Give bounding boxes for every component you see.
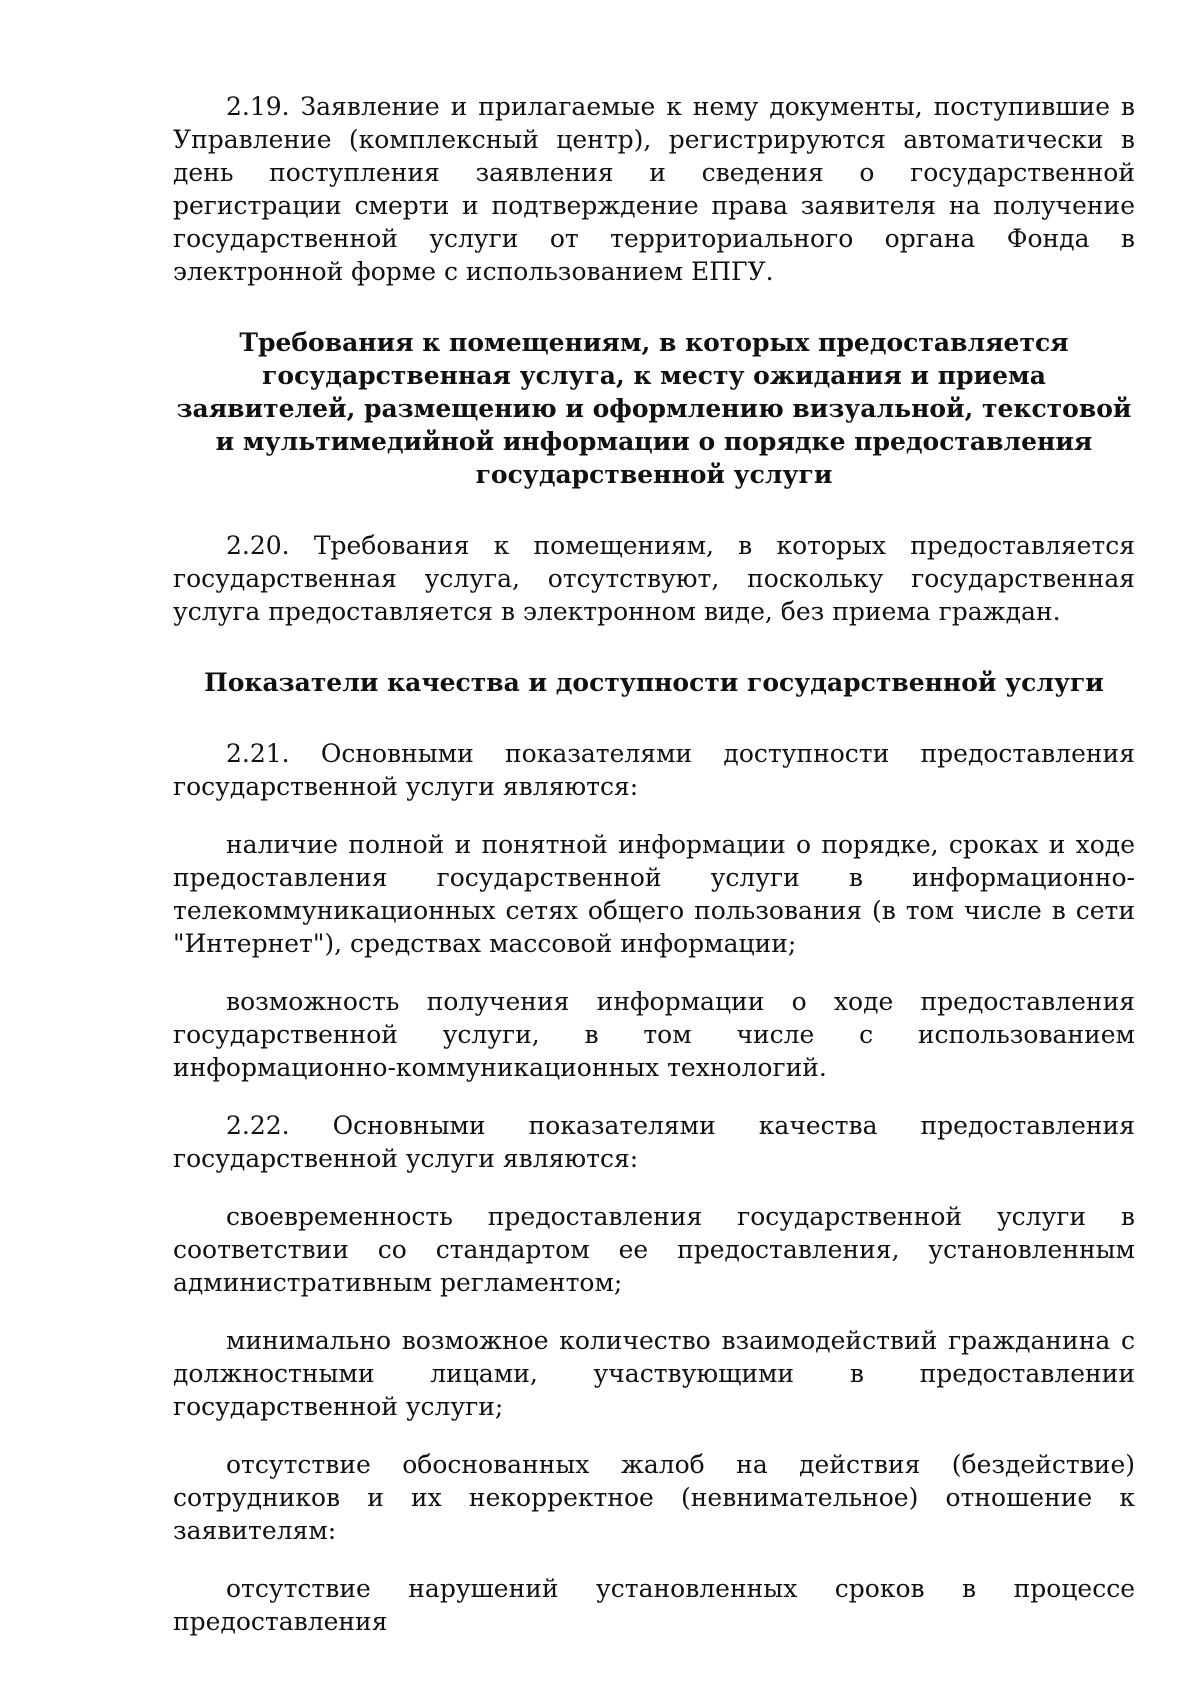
heading-line: государственной услуги: [475, 460, 833, 489]
list-item-availability-info: наличие полной и понятной информации о порядке, сроках и ходе предоставления государственной услуги в информационно-телекоммуникационных сетях общего пользования (в том числе в сети "Интернет"), средствах массовой информации;: [173, 830, 1135, 958]
list-item-no-complaints: отсутствие обоснованных жалоб на действия (бездействие) сотрудников и их некорректное (невнимательное) отношение к заявителям:: [173, 1450, 1135, 1545]
list-item-receive-info: возможность получения информации о ходе предоставления государственной услуги, в том числе с использованием информационно-коммуникационных технологий.: [173, 987, 1135, 1082]
paragraph-2-22: 2.22. Основными показателями качества предоставления государственной услуги являются:: [173, 1111, 1135, 1173]
list-item-min-interactions: минимально возможное количество взаимодействий гражданина с должностными лицами, участвующими в предоставлении государственной услуги;: [173, 1326, 1135, 1421]
paragraph-2-21: 2.21. Основными показателями доступности предоставления государственной услуги являются:: [173, 739, 1135, 801]
heading-line: государственная услуга, к месту ожидания и приема: [262, 361, 1046, 390]
list-item-timeliness: своевременность предоставления государственной услуги в соответствии со стандартом ее предоставления, установленным административным регламентом;: [173, 1202, 1135, 1297]
heading-line: Требования к помещениям, в которых предоставляется: [239, 328, 1069, 357]
list-item-no-violations: отсутствие нарушений установленных сроков в процессе предоставления: [173, 1574, 1135, 1636]
paragraph-2-19: 2.19. Заявление и прилагаемые к нему документы, поступившие в Управление (комплексный центр), регистрируются автоматически в день поступления заявления и сведения о государственной регистрации смерти и подтверждение права заявителя на получение государственной услуги от территориального органа Фонда в электронной форме с использованием ЕПГУ.: [173, 92, 1135, 286]
paragraph-2-20: 2.20. Требования к помещениям, в которых предоставляется государственная услуга, отсутствуют, поскольку государственная услуга предоставляется в электронном виде, без приема граждан.: [173, 531, 1135, 626]
heading-line: заявителей, размещению и оформлению визуальной, текстовой: [176, 394, 1132, 423]
heading-line: и мультимедийной информации о порядке предоставления: [215, 427, 1093, 456]
heading-quality-indicators: Показатели качества и доступности государственной услуги: [204, 668, 1104, 697]
document-page: [173, 90, 1135, 1638]
heading-premises-requirements: [173, 326, 1135, 491]
